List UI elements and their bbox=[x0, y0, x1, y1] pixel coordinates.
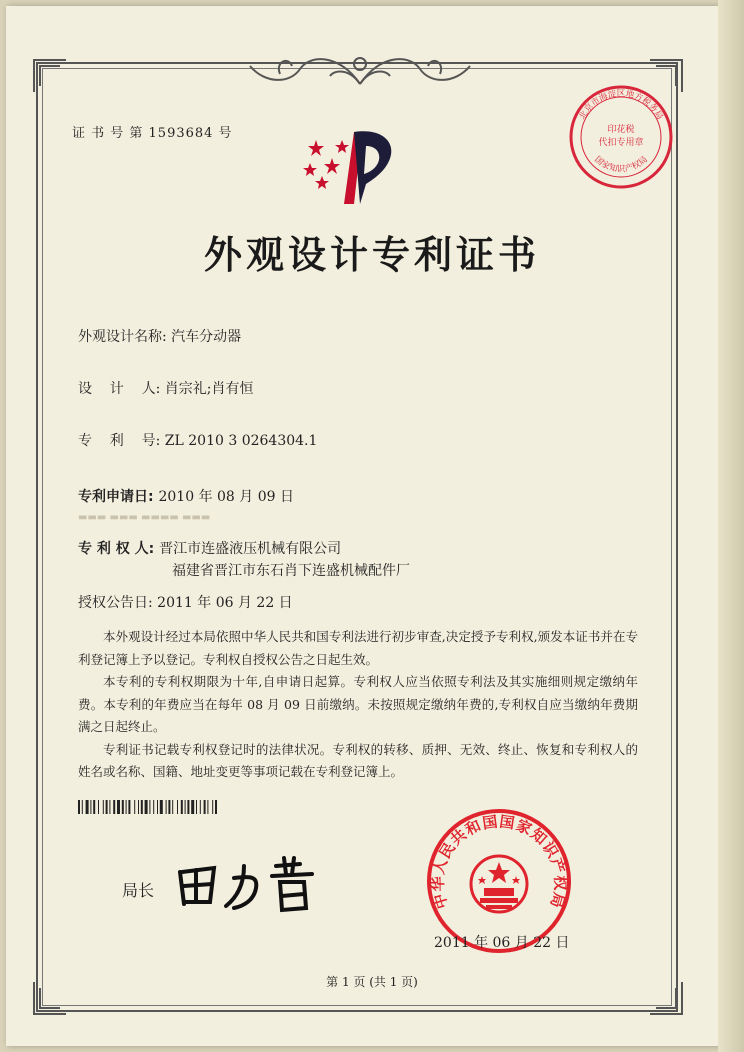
director-signature bbox=[172, 852, 332, 922]
barcode-bar bbox=[106, 800, 108, 814]
patentee-value-1: 晋江市连盛液压机械有限公司 bbox=[159, 541, 342, 557]
barcode-bar bbox=[145, 800, 148, 814]
designer-label: 设 计 人: bbox=[78, 381, 161, 397]
barcode-bar bbox=[153, 800, 154, 814]
body-paragraph-1: 本外观设计经过本局依照中华人民共和国专利法进行初步审查,决定授予专利权,颁发本证书并在专利登记簿上予以登记。专利权自授权公告之日起生效。 bbox=[78, 629, 638, 667]
barcode-bar bbox=[157, 800, 158, 814]
tax-stamp-bottom-text: 国家知识产权局 bbox=[592, 154, 650, 175]
barcode-bar bbox=[78, 800, 80, 814]
barcode-bar bbox=[113, 800, 115, 814]
grant-date-value: 2011 年 06 月 22 日 bbox=[157, 595, 293, 611]
barcode-bar bbox=[126, 800, 127, 814]
page-number: 第 1 页 (共 1 页) bbox=[326, 975, 418, 989]
corner-ornament-top-left bbox=[30, 56, 70, 96]
director-label: 局长 bbox=[122, 881, 155, 900]
top-ornament bbox=[240, 44, 480, 94]
barcode-bar bbox=[117, 800, 120, 814]
certificate-number: 证 书 号 第 1593684 号 bbox=[72, 126, 233, 141]
barcode-bar bbox=[200, 800, 201, 814]
barcode-bar bbox=[191, 800, 194, 814]
barcode-bar bbox=[128, 800, 130, 814]
body-paragraph-2: 本专利的专利权期限为十年,自申请日起算。专利权人应当依照专利法及其实施细则规定缴纳年费。本专利的年费应当在每年 08 月 09 日前缴纳。未按照规定缴纳年费的,专利权自应当缴纳年费期满之日起终止。 bbox=[78, 674, 638, 734]
svg-text:中华人民共和国国家知识产权局 bbox=[429, 812, 569, 910]
grant-date-row bbox=[78, 592, 293, 612]
barcode-bar bbox=[185, 800, 186, 814]
patent-number-label: 专 利 号: bbox=[78, 433, 161, 449]
tax-stamp-line-2: 代扣专用章 bbox=[598, 138, 644, 148]
filing-date-label: 专利申请日: bbox=[78, 489, 154, 505]
design-name-value: 汽车分动器 bbox=[171, 329, 242, 345]
barcode-bar bbox=[98, 800, 99, 814]
designer-row bbox=[78, 378, 254, 398]
barcode-bar bbox=[86, 800, 89, 814]
designer-value: 肖宗礼;肖有恒 bbox=[164, 381, 254, 397]
barcode-bar bbox=[160, 800, 163, 814]
design-name-row bbox=[78, 326, 241, 346]
tax-stamp-line-1: 印花税 bbox=[607, 125, 635, 135]
barcode-bar bbox=[109, 800, 110, 814]
tax-stamp bbox=[566, 82, 676, 192]
barcode-bar bbox=[172, 800, 173, 814]
patentee-value-2: 福建省晋江市东石肖下连盛机械配件厂 bbox=[172, 563, 410, 579]
patent-number-row bbox=[78, 430, 317, 450]
patentee-row-2 bbox=[172, 560, 410, 580]
barcode-bar bbox=[212, 800, 213, 814]
page-edge bbox=[718, 0, 744, 1052]
barcode-bar bbox=[103, 800, 104, 814]
barcode-bar bbox=[138, 800, 139, 814]
barcode-bar bbox=[141, 800, 143, 814]
certificate-body bbox=[78, 626, 638, 784]
barcode-bar bbox=[177, 800, 178, 814]
svg-text:北京市海淀区地方税务局 bbox=[577, 88, 665, 121]
barcode-bar bbox=[181, 800, 183, 814]
filing-date-row bbox=[78, 486, 294, 506]
body-paragraph-3: 专利证书记载专利权登记时的法律状况。专利权的转移、质押、无效、终止、恢复和专利权人的姓名或名称、国籍、地址变更等事项记载在专利登记簿上。 bbox=[78, 741, 638, 779]
certificate-title: 外观设计专利证书 bbox=[203, 233, 540, 277]
patent-office-logo bbox=[296, 118, 416, 208]
barcode-bar bbox=[122, 800, 124, 814]
barcode-bar bbox=[168, 800, 170, 814]
barcode-bar bbox=[215, 800, 217, 814]
barcode-bar bbox=[82, 800, 83, 814]
design-name-label: 外观设计名称: bbox=[78, 329, 167, 345]
faint-background-text: ▬▬▬ ▬▬▬ ▬▬▬▬ ▬▬▬ bbox=[78, 512, 211, 523]
barcode-bar bbox=[196, 800, 197, 814]
barcode-bar bbox=[207, 800, 208, 814]
seal-text: 中华人民共和国国家知识产权局 bbox=[428, 812, 570, 911]
tax-stamp-outer-text: 北京市海淀区地方税务局 bbox=[577, 89, 665, 122]
filing-date-value: 2010 年 08 月 09 日 bbox=[158, 489, 294, 505]
patent-number-value: ZL 2010 3 0264304.1 bbox=[164, 433, 318, 449]
barcode-bar bbox=[204, 800, 206, 814]
barcode-bar bbox=[90, 800, 91, 814]
barcode-bar bbox=[187, 800, 189, 814]
inner-border bbox=[42, 68, 672, 1006]
barcode-bar bbox=[93, 800, 95, 814]
barcode-bar bbox=[134, 800, 135, 814]
grant-date-label: 授权公告日: bbox=[78, 595, 153, 611]
patentee-label: 专 利 权 人: bbox=[78, 541, 155, 557]
barcode bbox=[78, 800, 292, 814]
patentee-row bbox=[78, 538, 341, 558]
barcode-bar bbox=[166, 800, 167, 814]
barcode-bar bbox=[149, 800, 150, 814]
issue-date: 2011 年 06 月 22 日 bbox=[434, 935, 570, 951]
